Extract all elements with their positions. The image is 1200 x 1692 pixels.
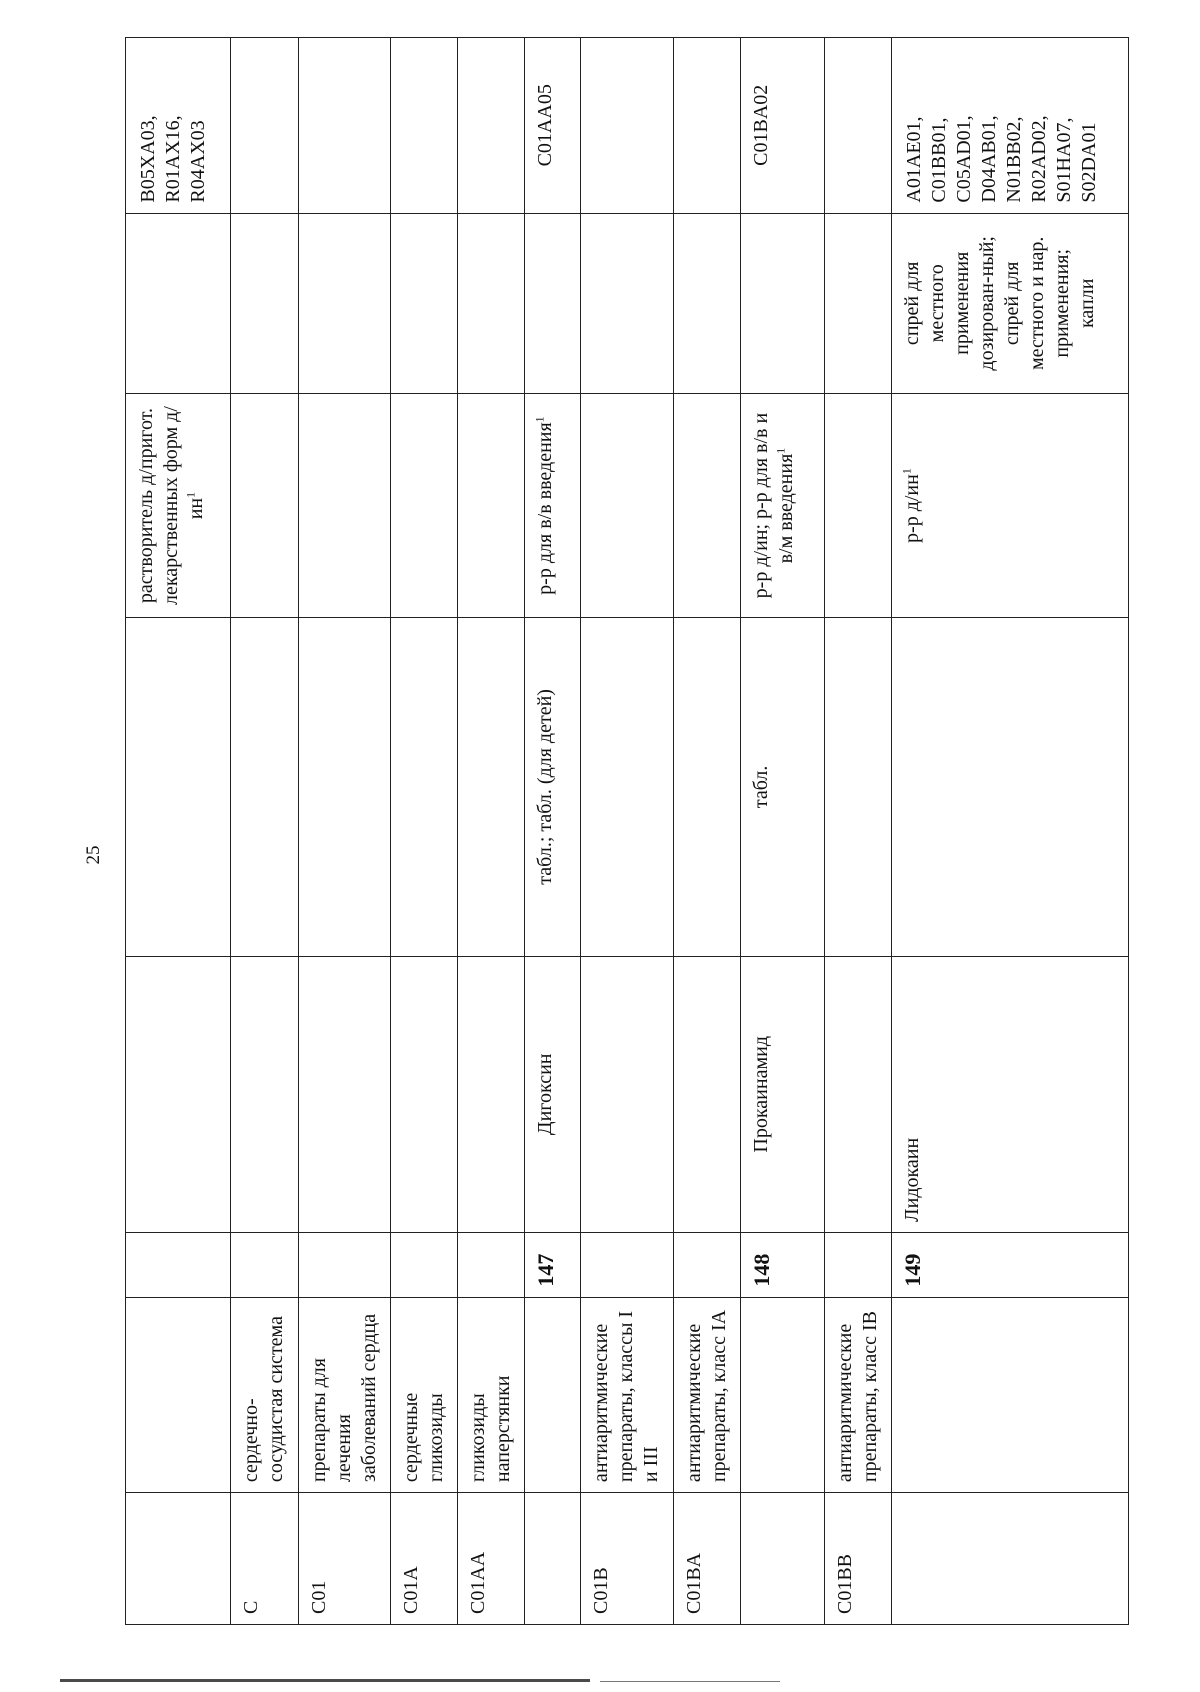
cell-code: C01B: [581, 1493, 673, 1625]
cell-group-name: сердечные гликозиды: [390, 1297, 457, 1492]
table-row: [525, 38, 581, 1625]
table-row: [892, 38, 1129, 1625]
cell-atc-codes: B05XA03, R01AX16, R04AX03: [126, 38, 231, 214]
page-number: 25: [83, 845, 104, 865]
cell-code: C01BB: [825, 1493, 892, 1625]
table-row: [298, 38, 390, 1625]
scan-edge-line: [60, 1679, 590, 1682]
table-row: [126, 38, 231, 1625]
cell-number: [126, 1232, 231, 1297]
cell-group-name: препараты для лечения заболеваний сердца: [298, 1297, 390, 1492]
cell-number: 148: [740, 1232, 824, 1297]
cell-atc-codes: C01AA05: [525, 38, 581, 214]
cell-number: 149: [892, 1232, 1129, 1297]
table-row: [231, 38, 298, 1625]
cell-group-name: гликозиды наперстянки: [457, 1297, 524, 1492]
cell-group-name: [126, 1297, 231, 1492]
cell-group-name: антиаритмические препараты, классы I и III: [581, 1297, 673, 1492]
cell-forms-1: табл.: [740, 618, 824, 957]
cell-atc-codes: A01AE01, C01BB01, C05AD01, D04AB01, N01BB02, R02AD02, S01HA07, S02DA01: [892, 38, 1129, 214]
cell-code: C: [231, 1493, 298, 1625]
cell-drug-name: Дигоксин: [525, 956, 581, 1232]
cell-code: [126, 1493, 231, 1625]
cell-drug-name: Лидокаин: [892, 956, 1129, 1232]
cell-forms-1: табл.; табл. (для детей): [525, 618, 581, 957]
drug-list-table: [125, 37, 1129, 1625]
cell-code: C01A: [390, 1493, 457, 1625]
cell-forms-1: [126, 618, 231, 957]
table-row: [740, 38, 824, 1625]
cell-drug-name: [126, 956, 231, 1232]
table-row: [390, 38, 457, 1625]
cell-number: 147: [525, 1232, 581, 1297]
table-row: [825, 38, 892, 1625]
cell-group-name: антиаритмические препараты, класс IA: [673, 1297, 740, 1492]
table-row: [581, 38, 673, 1625]
cell-atc-codes: C01BA02: [740, 38, 824, 214]
table-row: [457, 38, 524, 1625]
table-row: [673, 38, 740, 1625]
cell-code: C01AA: [457, 1493, 524, 1625]
cell-forms-2: р-р $д/ин^1$: [892, 394, 1129, 618]
cell-group-name: антиаритмические препараты, класс IB: [825, 1297, 892, 1492]
cell-forms-2: р-р для в/в введения$^1$: [525, 394, 581, 618]
cell-forms-3: [126, 213, 231, 393]
table-region: [125, 37, 1129, 1625]
cell-code: C01: [298, 1493, 390, 1625]
scan-edge-line: [600, 1681, 780, 1682]
cell-code: C01BA: [673, 1493, 740, 1625]
cell-forms-3: спрей для местного применения дозирован-ный; спрей для местного и нар. применения; капли: [892, 213, 1129, 393]
cell-forms-2: растворитель д/пригот. лекарственных форм $д/ин^1$: [126, 394, 231, 618]
cell-drug-name: Прокаинамид: [740, 956, 824, 1232]
cell-group-name: сердечно-сосудистая система: [231, 1297, 298, 1492]
cell-forms-2: р-р д/ин; р-р для в/в и в/м введения$^1$: [740, 394, 824, 618]
